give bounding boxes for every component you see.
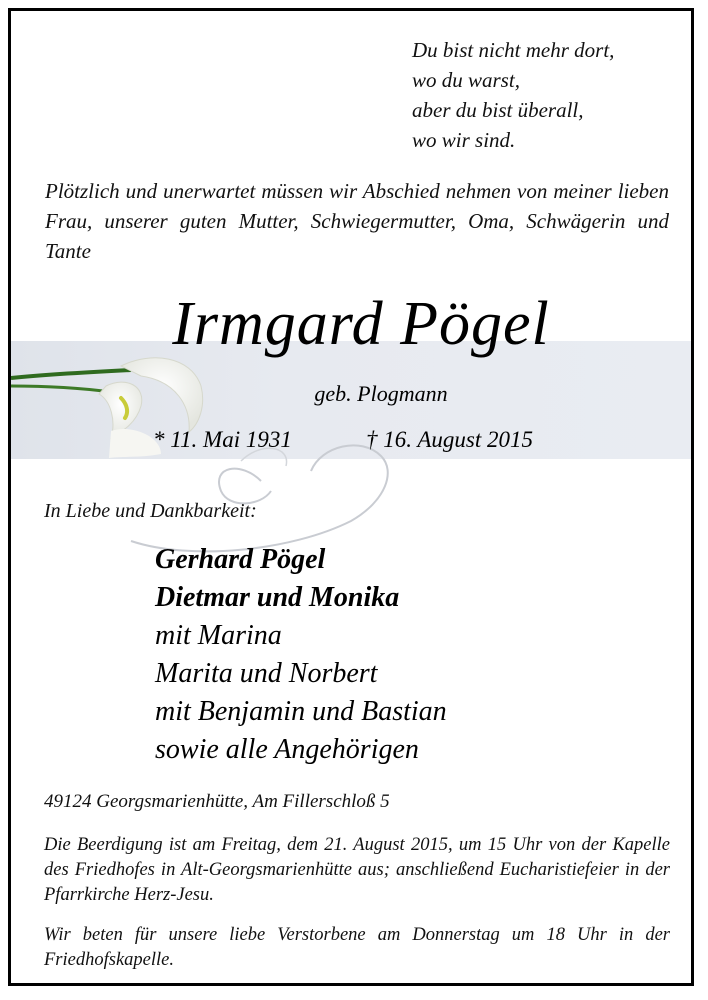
mourners-list bbox=[155, 541, 447, 769]
maiden-name: geb. Plogmann bbox=[314, 381, 448, 406]
mourner-name: mit Benjamin und Bastian bbox=[155, 696, 447, 727]
funeral-info: Die Beerdigung ist am Freitag, dem 21. August 2015, um 15 Uhr von der Kapelle des Friedhofes in Alt-Georgsmarienhütte aus; anschließend Eucharistiefeier in der Pfarrkirche Herz-Jesu. bbox=[44, 835, 670, 905]
mourners-heading: In Liebe und Dankbarkeit: bbox=[44, 500, 257, 522]
mourner-name: sowie alle Angehörigen bbox=[155, 734, 419, 765]
mourner-name: mit Marina bbox=[155, 620, 282, 651]
poem-line: aber du bist überall, bbox=[412, 98, 584, 122]
poem-line: wo du warst, bbox=[412, 68, 520, 92]
mourner-name: Marita und Norbert bbox=[155, 658, 378, 689]
intro-text: Plötzlich und unerwartet müssen wir Abschied nehmen von meiner lieben Frau, unserer guten Mutter, Schwiegermutter, Oma, Schwägerin und Tante bbox=[45, 179, 669, 263]
obituary-card bbox=[8, 8, 694, 986]
poem-line: Du bist nicht mehr dort, bbox=[412, 38, 615, 62]
address: 49124 Georgsmarienhütte, Am Fillerschloß 5 bbox=[44, 791, 390, 812]
mourner-name: Gerhard Pögel bbox=[155, 544, 326, 575]
poem bbox=[412, 35, 692, 155]
birth-date: * 11. Mai 1931 bbox=[153, 427, 292, 452]
deceased-name: Irmgard Pögel bbox=[172, 290, 550, 358]
death-date: † 16. August 2015 bbox=[366, 427, 533, 452]
poem-line: wo wir sind. bbox=[412, 128, 516, 152]
prayer-info: Wir beten für unsere liebe Verstorbene am Donnerstag um 18 Uhr in der Friedhofskapelle. bbox=[44, 925, 670, 970]
mourner-name: Dietmar und Monika bbox=[155, 582, 400, 613]
